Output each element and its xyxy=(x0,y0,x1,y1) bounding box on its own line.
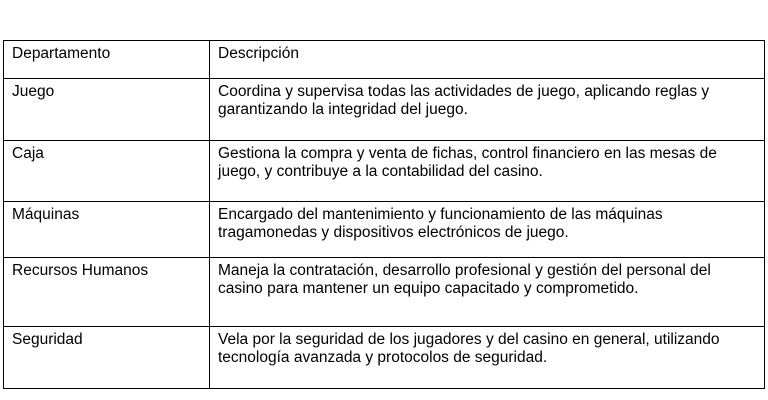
cell-descripcion: Vela por la seguridad de los jugadores y del casino en general, utilizando tecnología avanzada y protocolos de seguridad. xyxy=(210,327,765,389)
table-row xyxy=(4,79,765,141)
departments-table xyxy=(3,40,765,389)
cell-descripcion: Gestiona la compra y venta de fichas, control financiero en las mesas de juego, y contribuye a la contabilidad del casino. xyxy=(210,141,765,202)
cell-departamento: Seguridad xyxy=(4,327,210,389)
table-row xyxy=(4,327,765,389)
header-descripcion: Descripción xyxy=(210,41,765,79)
cell-descripcion: Maneja la contratación, desarrollo profesional y gestión del personal del casino para mantener un equipo capacitado y comprometido. xyxy=(210,258,765,327)
header-departamento: Departamento xyxy=(4,41,210,79)
cell-departamento: Recursos Humanos xyxy=(4,258,210,327)
table-row xyxy=(4,202,765,258)
cell-departamento: Máquinas xyxy=(4,202,210,258)
cell-descripcion: Encargado del mantenimiento y funcionamiento de las máquinas tragamonedas y dispositivos electrónicos de juego. xyxy=(210,202,765,258)
table-header-row xyxy=(4,41,765,79)
cell-departamento: Juego xyxy=(4,79,210,141)
table-row xyxy=(4,258,765,327)
table-row xyxy=(4,141,765,202)
cell-descripcion: Coordina y supervisa todas las actividades de juego, aplicando reglas y garantizando la integridad del juego. xyxy=(210,79,765,141)
cell-departamento: Caja xyxy=(4,141,210,202)
